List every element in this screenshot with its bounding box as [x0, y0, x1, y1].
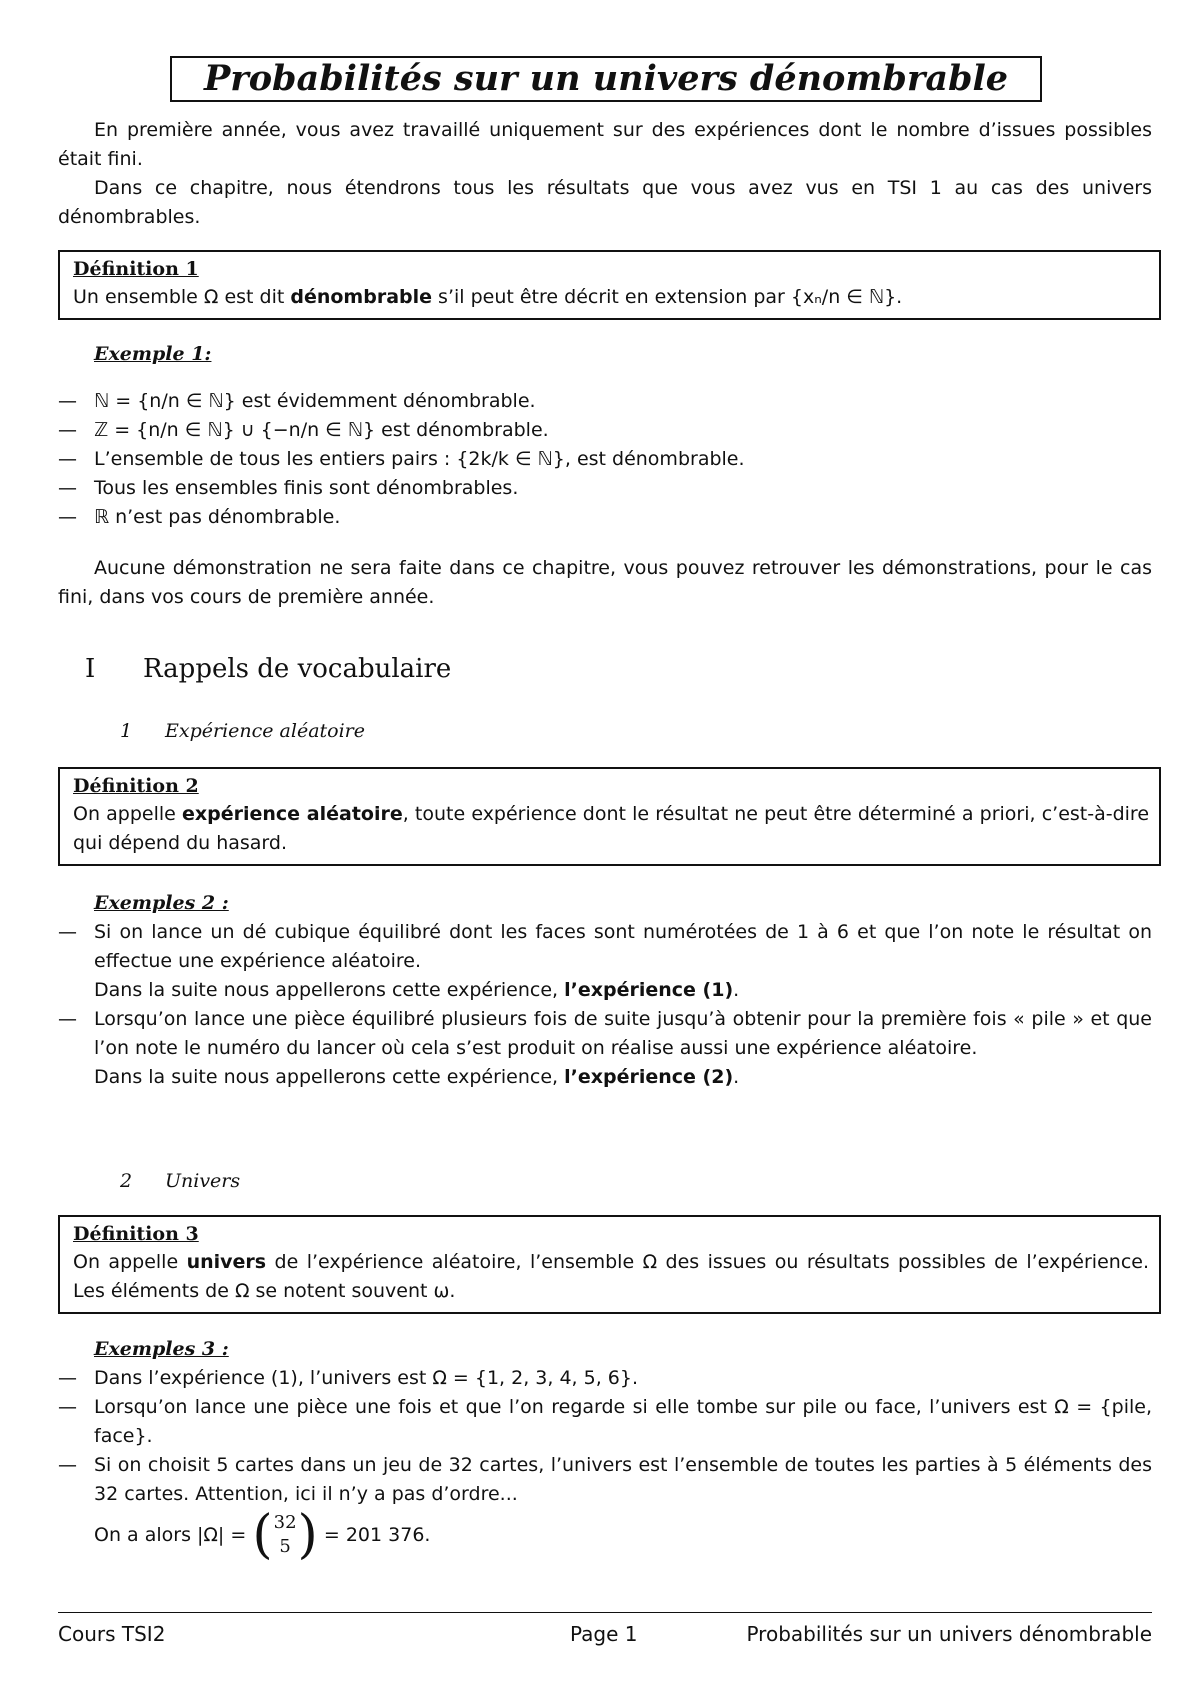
- footer-left: Cours TSI2: [58, 1622, 166, 1646]
- footer-right: Probabilités sur un univers dénombrable: [746, 1622, 1152, 1646]
- definition-box-1: [58, 250, 1161, 320]
- list-item: — Si on lance un dé cubique équilibré dont les faces sont numérotées de 1 à 6 et que l’on note le résultat on effectue une expérience aléatoire. Dans la suite nous appellerons cette expérience, l’expérience (1).: [58, 918, 1152, 1005]
- example-2-list: [58, 918, 1152, 1092]
- definition-text: On appelle univers de l’expérience aléatoire, l’ensemble Ω des issues ou résultats possibles de l’expérience. Les éléments de Ω se notent souvent ω.: [73, 1251, 1149, 1302]
- definition-box-3: [58, 1215, 1161, 1314]
- list-item: — Si on choisit 5 cartes dans un jeu de 32 cartes, l’univers est l’ensemble de toutes les parties à 5 éléments des 32 cartes. Attention, ici il n’y a pas d’ordre... On a alors |Ω| = ( 32 5 ) = 201 376.: [58, 1451, 1152, 1561]
- binomial-formula: On a alors |Ω| = ( 32 5 ) = 201 376.: [94, 1505, 431, 1565]
- definition-box-2: [58, 767, 1161, 866]
- subsection-heading: 1 Expérience aléatoire: [120, 720, 366, 742]
- footer-divider: [58, 1612, 1152, 1613]
- example-3-list: [58, 1364, 1152, 1565]
- intro-paragraph: Dans ce chapitre, nous étendrons tous les résultats que vous avez vus en TSI 1 au cas des univers dénombrables.: [58, 177, 1152, 228]
- definition-title: Définition 3: [73, 1223, 199, 1245]
- example-title: Exemples 3 :: [94, 1338, 229, 1360]
- example-title: Exemple 1:: [94, 343, 212, 365]
- note-paragraph: Aucune démonstration ne sera faite dans ce chapitre, vous pouvez retrouver les démonstrations, pour le cas fini, dans vos cours de première année.: [58, 557, 1152, 608]
- section-heading: I Rappels de vocabulaire: [85, 654, 452, 684]
- binomial-coefficient: ( 32 5 ): [252, 1505, 318, 1565]
- example-1-list: [58, 387, 1152, 532]
- intro: [58, 116, 1152, 232]
- page-title: Probabilités sur un univers dénombrable: [170, 56, 1042, 102]
- list-item: — Tous les ensembles finis sont dénombrables.: [58, 474, 1152, 503]
- list-item: — Dans l’expérience (1), l’univers est Ω = {1, 2, 3, 4, 5, 6}.: [58, 1364, 1152, 1393]
- definition-title: Définition 2: [73, 775, 199, 797]
- subsection-heading: 2 Univers: [120, 1170, 241, 1192]
- definition-text: On appelle expérience aléatoire, toute expérience dont le résultat ne peut être déterminé a priori, c’est-à-dire qui dépend du hasard.: [73, 803, 1150, 854]
- definition-title: Définition 1: [73, 258, 199, 280]
- list-item: — ℕ = {n/n ∈ ℕ} est évidemment dénombrable.: [58, 387, 1152, 416]
- definition-text: Un ensemble Ω est dit dénombrable s’il peut être décrit en extension par {xₙ/n ∈ ℕ}.: [73, 286, 903, 308]
- intro-paragraph: En première année, vous avez travaillé uniquement sur des expériences dont le nombre d’issues possibles était fini.: [58, 119, 1152, 170]
- example-title: Exemples 2 :: [94, 892, 229, 914]
- list-item: — Lorsqu’on lance une pièce équilibré plusieurs fois de suite jusqu’à obtenir pour la première fois « pile » et que l’on note le numéro du lancer où cela s’est produit on réalise aussi une expérience aléatoire. Dans la suite nous appellerons cette expérience, l’expérience (2).: [58, 1005, 1152, 1092]
- footer-page-number: Page 1: [570, 1622, 638, 1646]
- list-item: — ℤ = {n/n ∈ ℕ} ∪ {−n/n ∈ ℕ} est dénombrable.: [58, 416, 1152, 445]
- list-item: — Lorsqu’on lance une pièce une fois et que l’on regarde si elle tombe sur pile ou face, l’univers est Ω = {pile, face}.: [58, 1393, 1152, 1451]
- list-item: — L’ensemble de tous les entiers pairs : {2k/k ∈ ℕ}, est dénombrable.: [58, 445, 1152, 474]
- list-item: — ℝ n’est pas dénombrable.: [58, 503, 1152, 532]
